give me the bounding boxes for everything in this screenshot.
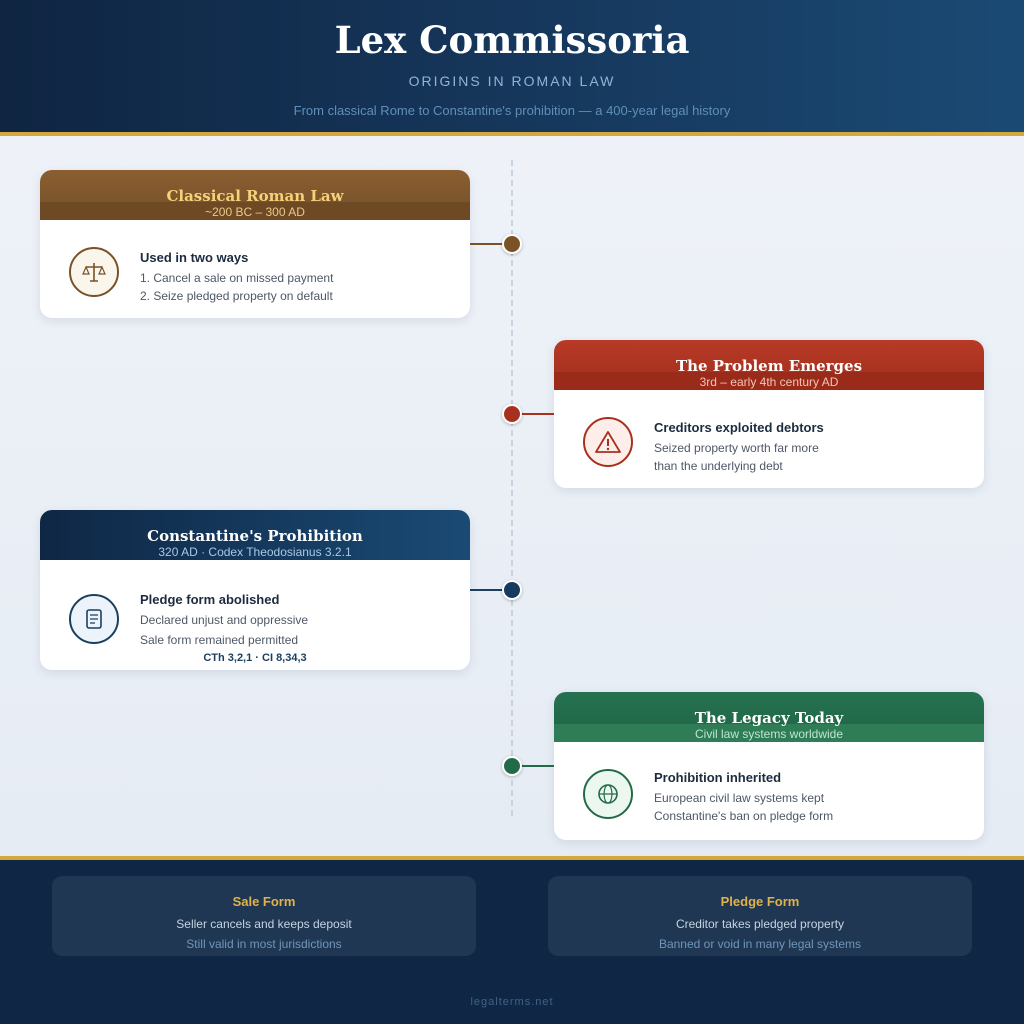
card-date: Civil law systems worldwide xyxy=(694,727,844,741)
card-line: than the underlying debt xyxy=(654,459,783,473)
card-line: 1. Cancel a sale on missed payment xyxy=(140,271,334,285)
card-date: 3rd – early 4th century AD xyxy=(699,375,839,389)
card-title: Constantine's Prohibition xyxy=(147,527,363,545)
timeline-card-legacy xyxy=(554,692,984,840)
pledge-form-title: Pledge Form xyxy=(720,894,800,909)
connector-line xyxy=(521,413,554,415)
timeline-node xyxy=(502,756,522,776)
connector-line xyxy=(521,765,554,767)
card-line: European civil law systems kept xyxy=(654,791,825,805)
card-date: ~200 BC – 300 AD xyxy=(205,205,305,219)
header xyxy=(0,0,1024,132)
scroll-icon xyxy=(69,594,119,644)
connector-line xyxy=(470,589,503,591)
card-line: Seized property worth far more xyxy=(654,441,819,455)
sale-form-title: Sale Form xyxy=(232,894,296,909)
warning-icon xyxy=(583,417,633,467)
card-citation: CTh 3,2,1 · CI 8,34,3 xyxy=(203,652,307,664)
card-title: The Legacy Today xyxy=(694,709,844,727)
page-title: Lex Commissoria xyxy=(334,18,690,62)
card-line: Declared unjust and oppressive xyxy=(140,613,309,627)
timeline-node xyxy=(502,234,522,254)
page-tagline: From classical Rome to Constantine's prohibition — a 400-year legal history xyxy=(293,103,731,118)
site-credit: legalterms.net xyxy=(470,996,554,1008)
timeline-card-classical xyxy=(40,170,470,318)
footer xyxy=(0,860,1024,1024)
card-line: 2. Seize pledged property on default xyxy=(140,289,333,303)
card-title: The Problem Emerges xyxy=(675,357,863,375)
card-date: 320 AD · Codex Theodosianus 3.2.1 xyxy=(158,545,352,559)
scales-icon xyxy=(69,247,119,297)
timeline-node xyxy=(502,404,522,424)
timeline-card-prohibition xyxy=(40,510,470,670)
card-lead: Prohibition inherited xyxy=(654,770,782,785)
pledge-form-note: Banned or void in many legal systems xyxy=(658,937,862,951)
pledge-form-line: Creditor takes pledged property xyxy=(675,917,845,931)
pledge-form-box xyxy=(548,876,972,956)
globe-icon xyxy=(583,769,633,819)
sale-form-note: Still valid in most jurisdictions xyxy=(186,937,342,951)
connector-line xyxy=(470,243,503,245)
timeline-node xyxy=(502,580,522,600)
card-line: Sale form remained permitted xyxy=(140,633,299,647)
timeline-card-problem xyxy=(554,340,984,488)
timeline-axis xyxy=(511,160,513,816)
card-line: Constantine's ban on pledge form xyxy=(654,809,834,823)
sale-form-box xyxy=(52,876,476,956)
card-lead: Used in two ways xyxy=(140,250,249,265)
card-lead: Creditors exploited debtors xyxy=(654,420,824,435)
card-lead: Pledge form abolished xyxy=(140,592,280,607)
card-title: Classical Roman Law xyxy=(166,187,344,205)
sale-form-line: Seller cancels and keeps deposit xyxy=(176,917,352,931)
page-subtitle: ORIGINS IN ROMAN LAW xyxy=(408,73,616,89)
